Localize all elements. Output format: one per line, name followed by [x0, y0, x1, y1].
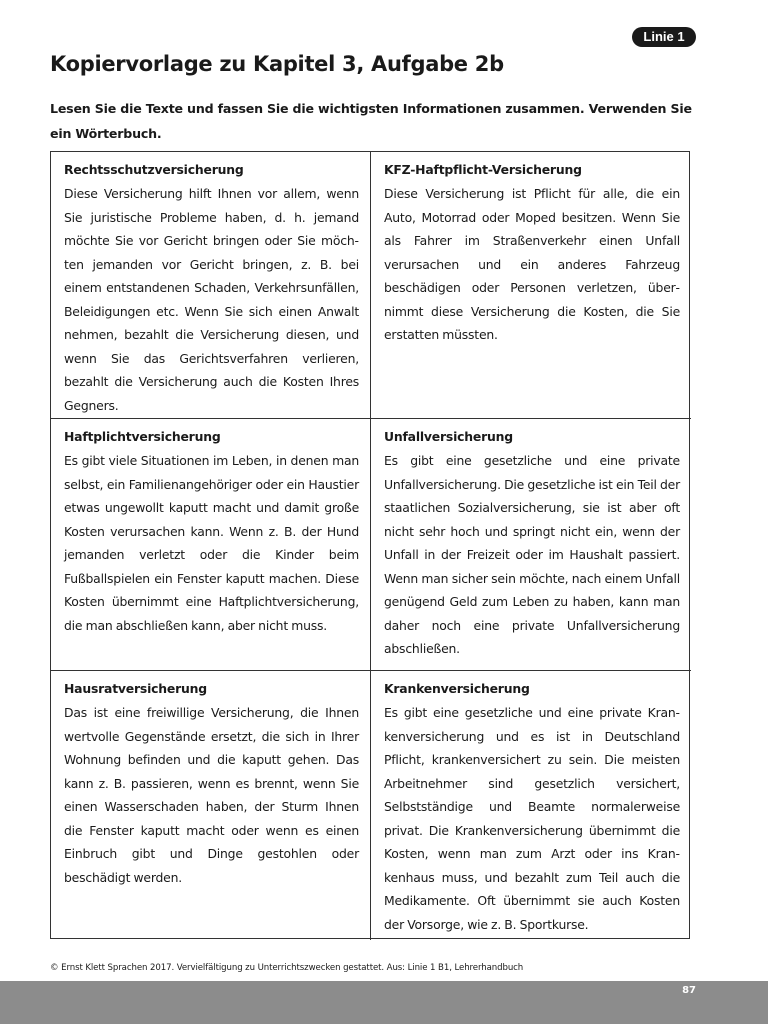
cell-kfz-haftpflicht [371, 152, 691, 419]
cell-unfall [371, 419, 691, 671]
cell-haftpflicht [51, 419, 371, 671]
insurance-table [50, 151, 690, 939]
cell-heading: Hausratversicherung [64, 681, 207, 696]
series-badge: Linie 1 [632, 27, 696, 47]
footer-bar [0, 981, 768, 1024]
copyright-note: © Ernst Klett Sprachen 2017. Vervielfältigung zu Unterrichtszwecken gestattet. Aus: Linie 1 B1, Lehrerhandbuch [50, 963, 524, 973]
cell-heading: KFZ-Haftpflicht-Versicherung [384, 162, 582, 177]
cell-text: Es gibt eine gesetzliche und eine private Unfallversicherung. Die gesetzliche ist ein Teil der staatlichen Sozialversicherung, sie ist aber oft nicht sehr hoch und springt nicht ein, wenn der Unfall in der Freizeit oder im Haushalt passiert. Wenn man sicher sein möchte, nach einem Unfall genügend Geld zum Leben zu haben, kann man daher noch eine private Unfallversicherung abschließen. [384, 453, 680, 656]
cell-kranken [371, 671, 691, 940]
cell-text: Es gibt eine gesetzliche und eine private Krankenversicherung und es ist in Deutschland Pflicht, krankenversichert zu sein. Die meisten Arbeitnehmer sind gesetzlich versichert, Selbstständige und Beamte normalerweise privat. Die Krankenversicherung übernimmt die Kosten, wenn man zum Arzt oder ins Krankenhaus muss, und bezahlt zum Teil auch die Medikamente. Oft übernimmt sie auch Kosten der Vorsorge, wie z. B. Sportkurse. [384, 705, 680, 932]
cell-text: Es gibt viele Situationen im Leben, in denen man selbst, ein Familienangehöriger oder ein Haustier etwas ungewollt kaputt macht und damit große Kosten verursachen kann. Wenn z. B. der Hund jemanden verletzt oder die Kinder beim Fußballspielen ein Fenster kaputt machen. Diese Kosten übernimmt eine Haftplichtversicherung, die man abschließen kann, aber nicht muss. [64, 453, 359, 633]
cell-heading: Haftplichtversicherung [64, 429, 221, 444]
page-title: Kopiervorlage zu Kapitel 3, Aufgabe 2b [50, 52, 504, 76]
task-instruction: Lesen Sie die Texte und fassen Sie die wichtigsten Informationen zusammen. Verwenden Sie ein Wörterbuch. [50, 101, 692, 141]
cell-hausrat [51, 671, 371, 940]
cell-text: Diese Versicherung ist Pflicht für alle, die ein Auto, Motorrad oder Moped besitzen. Wenn Sie als Fahrer im Straßenverkehr einen Unfall verursachen und ein anderes Fahrzeug beschädigen oder Personen verletzen, übernimmt diese Versicherung die Kosten, die Sie erstatten müssten. [384, 186, 680, 342]
page-number: 87 [682, 985, 696, 996]
cell-text: Das ist eine freiwillige Versicherung, die Ihnen wertvolle Gegenstände ersetzt, die sich in Ihrer Wohnung befinden und die kaputt gehen. Das kann z. B. passieren, wenn es brennt, wenn Sie einen Wasserschaden haben, der Sturm Ihnen die Fenster kaputt macht oder wenn es einen Einbruch gibt und Dinge gestohlen oder beschädigt werden. [64, 705, 359, 885]
cell-text: Diese Versicherung hilft Ihnen vor allem, wenn Sie juristische Probleme haben, d. h. jemand möchte Sie vor Gericht bringen oder Sie möchten jemanden vor Gericht bringen, z. B. bei einem entstandenen Schaden, Verkehrsunfällen, Beleidigungen etc. Wenn Sie sich einen Anwalt nehmen, bezahlt die Versicherung diesen, und wenn Sie das Gerichtsverfahren verlieren, bezahlt die Versicherung auch die Kosten Ihres Gegners. [64, 186, 359, 413]
cell-heading: Rechtsschutzversicherung [64, 162, 244, 177]
cell-heading: Unfallversicherung [384, 429, 513, 444]
cell-heading: Krankenversicherung [384, 681, 530, 696]
cell-rechtsschutz [51, 152, 371, 419]
